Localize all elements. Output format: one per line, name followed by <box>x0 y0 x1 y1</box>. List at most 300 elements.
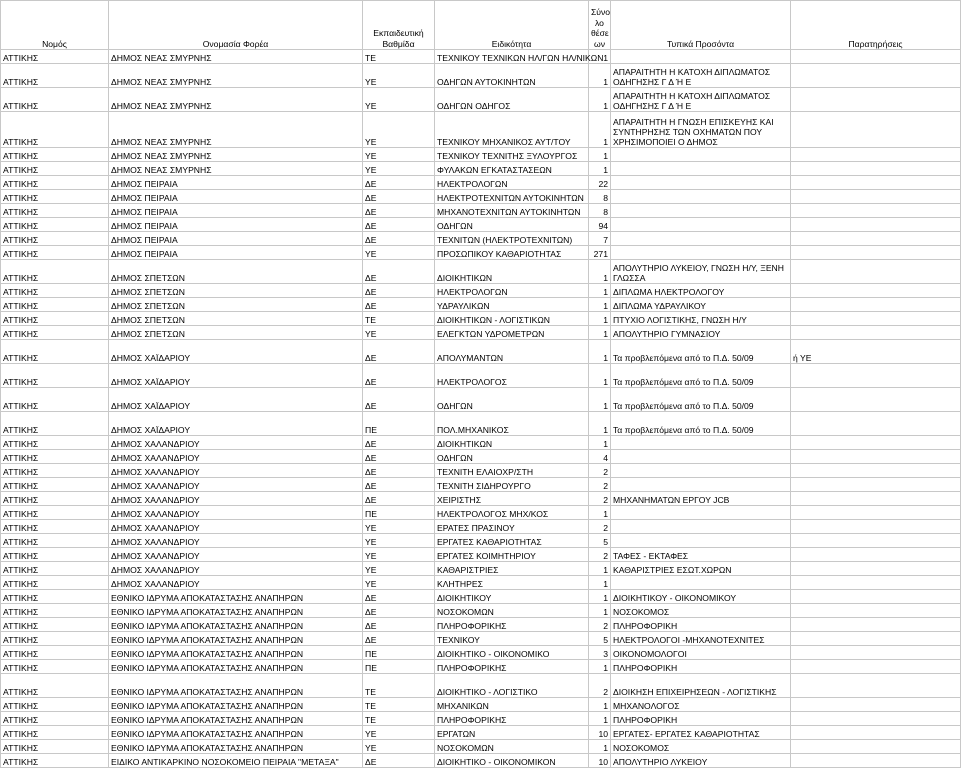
prefecture-cell[interactable]: ΑΤΤΙΚΗΣ <box>1 232 109 246</box>
education-level-cell[interactable]: ΔΕ <box>363 618 435 632</box>
qualifications-cell[interactable] <box>611 534 791 548</box>
qualifications-cell[interactable]: ΑΠΟΛΥΤΗΡΙΟ ΛΥΚΕΙΟΥ, ΓΝΩΣΗ Η/Υ, ΞΕΝΗ ΓΛΩΣΣΑ <box>611 260 791 284</box>
agency-cell[interactable]: ΔΗΜΟΣ ΧΑΪΔΑΡΙΟΥ <box>109 412 363 436</box>
positions-count-cell[interactable]: 10 <box>589 726 611 740</box>
qualifications-cell[interactable]: ΑΠΑΡΑΙΤΗΤΗ Η ΓΝΩΣΗ ΕΠΙΣΚΕΥΗΣ ΚΑΙ ΣΥΝΤΗΡΗΣΗΣ ΤΩΝ ΟΧΗΜΑΤΩΝ ΠΟΥ ΧΡΗΣΙΜΟΠΟΙΕΙ Ο ΔΗΜΟΣ <box>611 112 791 148</box>
remarks-cell[interactable] <box>791 246 961 260</box>
column-header-qualifications[interactable]: Τυπικά Προσόντα <box>611 1 791 50</box>
specialty-cell[interactable]: ΤΕΧΝΙΤΗ ΣΙΔΗΡΟΥΡΓΟ <box>435 478 589 492</box>
agency-cell[interactable]: ΔΗΜΟΣ ΧΑΛΑΝΔΡΙΟΥ <box>109 464 363 478</box>
agency-cell[interactable]: ΔΗΜΟΣ ΠΕΙΡΑΙΑ <box>109 204 363 218</box>
specialty-cell[interactable]: ΟΔΗΓΩΝ <box>435 450 589 464</box>
remarks-cell[interactable] <box>791 388 961 412</box>
remarks-cell[interactable] <box>791 464 961 478</box>
qualifications-cell[interactable]: ΟΙΚΟΝΟΜΟΛΟΓΟΙ <box>611 646 791 660</box>
positions-count-cell[interactable]: 1 <box>589 604 611 618</box>
positions-count-cell[interactable]: 1 <box>589 326 611 340</box>
education-level-cell[interactable]: ΔΕ <box>363 204 435 218</box>
prefecture-cell[interactable]: ΑΤΤΙΚΗΣ <box>1 312 109 326</box>
agency-cell[interactable]: ΕΘΝΙΚΟ ΙΔΡΥΜΑ ΑΠΟΚΑΤΑΣΤΑΣΗΣ ΑΝΑΠΗΡΩΝ <box>109 712 363 726</box>
education-level-cell[interactable]: ΤΕ <box>363 312 435 326</box>
specialty-cell[interactable]: ΗΛΕΚΤΡΟΛΟΓΩΝ <box>435 176 589 190</box>
qualifications-cell[interactable] <box>611 190 791 204</box>
specialty-cell[interactable]: ΗΛΕΚΤΡΟΤΕΧΝΙΤΩΝ ΑΥΤΟΚΙΝΗΤΩΝ <box>435 190 589 204</box>
remarks-cell[interactable] <box>791 478 961 492</box>
qualifications-cell[interactable] <box>611 478 791 492</box>
remarks-cell[interactable] <box>791 112 961 148</box>
specialty-cell[interactable]: ΠΟΛ.ΜΗΧΑΝΙΚΟΣ <box>435 412 589 436</box>
qualifications-cell[interactable] <box>611 176 791 190</box>
agency-cell[interactable]: ΔΗΜΟΣ ΠΕΙΡΑΙΑ <box>109 218 363 232</box>
specialty-cell[interactable]: ΠΛΗΡΟΦΟΡΙΚΗΣ <box>435 660 589 674</box>
prefecture-cell[interactable]: ΑΤΤΙΚΗΣ <box>1 176 109 190</box>
prefecture-cell[interactable]: ΑΤΤΙΚΗΣ <box>1 548 109 562</box>
remarks-cell[interactable] <box>791 284 961 298</box>
specialty-cell[interactable]: ΟΔΗΓΩΝ ΟΔΗΓΟΣ <box>435 88 589 112</box>
education-level-cell[interactable]: ΥΕ <box>363 726 435 740</box>
remarks-cell[interactable] <box>791 148 961 162</box>
remarks-cell[interactable] <box>791 712 961 726</box>
qualifications-cell[interactable] <box>611 506 791 520</box>
education-level-cell[interactable]: ΔΕ <box>363 190 435 204</box>
positions-count-cell[interactable]: 1 <box>589 260 611 284</box>
positions-count-cell[interactable]: 1 <box>589 412 611 436</box>
remarks-cell[interactable] <box>791 660 961 674</box>
qualifications-cell[interactable] <box>611 520 791 534</box>
prefecture-cell[interactable]: ΑΤΤΙΚΗΣ <box>1 246 109 260</box>
education-level-cell[interactable]: ΥΕ <box>363 326 435 340</box>
prefecture-cell[interactable]: ΑΤΤΙΚΗΣ <box>1 534 109 548</box>
agency-cell[interactable]: ΕΘΝΙΚΟ ΙΔΡΥΜΑ ΑΠΟΚΑΤΑΣΤΑΣΗΣ ΑΝΑΠΗΡΩΝ <box>109 698 363 712</box>
agency-cell[interactable]: ΕΘΝΙΚΟ ΙΔΡΥΜΑ ΑΠΟΚΑΤΑΣΤΑΣΗΣ ΑΝΑΠΗΡΩΝ <box>109 632 363 646</box>
specialty-cell[interactable]: ΤΕΧΝΙΚΟΥ ΤΕΧΝΙΤΗΣ ΞΥΛΟΥΡΓΟΣ <box>435 148 589 162</box>
qualifications-cell[interactable]: ΕΡΓΑΤΕΣ- ΕΡΓΑΤΕΣ ΚΑΘΑΡΙΟΤΗΤΑΣ <box>611 726 791 740</box>
education-level-cell[interactable]: ΥΕ <box>363 112 435 148</box>
education-level-cell[interactable]: ΔΕ <box>363 218 435 232</box>
remarks-cell[interactable]: ή ΥΕ <box>791 340 961 364</box>
agency-cell[interactable]: ΔΗΜΟΣ ΧΑΛΑΝΔΡΙΟΥ <box>109 562 363 576</box>
prefecture-cell[interactable]: ΑΤΤΙΚΗΣ <box>1 190 109 204</box>
specialty-cell[interactable]: ΜΗΧΑΝΙΚΩΝ <box>435 698 589 712</box>
specialty-cell[interactable]: ΔΙΟΙΚΗΤΙΚΟ - ΟΙΚΟΝΟΜΙΚΟ <box>435 646 589 660</box>
positions-count-cell[interactable]: 2 <box>589 492 611 506</box>
education-level-cell[interactable]: ΠΕ <box>363 646 435 660</box>
prefecture-cell[interactable]: ΑΤΤΙΚΗΣ <box>1 364 109 388</box>
agency-cell[interactable]: ΔΗΜΟΣ ΝΕΑΣ ΣΜΥΡΝΗΣ <box>109 112 363 148</box>
positions-count-cell[interactable]: 1 <box>589 576 611 590</box>
specialty-cell[interactable]: ΕΡΓΑΤΕΣ ΚΟΙΜΗΤΗΡΙΟΥ <box>435 548 589 562</box>
positions-count-cell[interactable]: 2 <box>589 674 611 698</box>
prefecture-cell[interactable]: ΑΤΤΙΚΗΣ <box>1 674 109 698</box>
education-level-cell[interactable]: ΔΕ <box>363 436 435 450</box>
specialty-cell[interactable]: ΟΔΗΓΩΝ ΑΥΤΟΚΙΝΗΤΩΝ <box>435 64 589 88</box>
agency-cell[interactable]: ΔΗΜΟΣ ΧΑΛΑΝΔΡΙΟΥ <box>109 506 363 520</box>
positions-count-cell[interactable]: 1 <box>589 284 611 298</box>
education-level-cell[interactable]: ΔΕ <box>363 450 435 464</box>
positions-count-cell[interactable]: 22 <box>589 176 611 190</box>
positions-count-cell[interactable]: 1 <box>589 660 611 674</box>
remarks-cell[interactable] <box>791 754 961 768</box>
positions-count-cell[interactable]: 2 <box>589 478 611 492</box>
remarks-cell[interactable] <box>791 740 961 754</box>
agency-cell[interactable]: ΔΗΜΟΣ ΝΕΑΣ ΣΜΥΡΝΗΣ <box>109 148 363 162</box>
specialty-cell[interactable]: ΠΛΗΡΟΦΟΡΙΚΗΣ <box>435 712 589 726</box>
remarks-cell[interactable] <box>791 64 961 88</box>
prefecture-cell[interactable]: ΑΤΤΙΚΗΣ <box>1 464 109 478</box>
positions-count-cell[interactable]: 1 <box>589 364 611 388</box>
agency-cell[interactable]: ΔΗΜΟΣ ΧΑΛΑΝΔΡΙΟΥ <box>109 450 363 464</box>
positions-count-cell[interactable]: 5 <box>589 632 611 646</box>
prefecture-cell[interactable]: ΑΤΤΙΚΗΣ <box>1 646 109 660</box>
remarks-cell[interactable] <box>791 326 961 340</box>
education-level-cell[interactable]: ΔΕ <box>363 298 435 312</box>
qualifications-cell[interactable]: ΠΛΗΡΟΦΟΡΙΚΗ <box>611 660 791 674</box>
remarks-cell[interactable] <box>791 576 961 590</box>
education-level-cell[interactable]: ΥΕ <box>363 88 435 112</box>
agency-cell[interactable]: ΕΘΝΙΚΟ ΙΔΡΥΜΑ ΑΠΟΚΑΤΑΣΤΑΣΗΣ ΑΝΑΠΗΡΩΝ <box>109 740 363 754</box>
education-level-cell[interactable]: ΔΕ <box>363 340 435 364</box>
specialty-cell[interactable]: ΔΙΟΙΚΗΤΙΚΟ - ΟΙΚΟΝΟΜΙΚΟΝ <box>435 754 589 768</box>
agency-cell[interactable]: ΔΗΜΟΣ ΠΕΙΡΑΙΑ <box>109 190 363 204</box>
education-level-cell[interactable]: ΔΕ <box>363 388 435 412</box>
education-level-cell[interactable]: ΔΕ <box>363 492 435 506</box>
remarks-cell[interactable] <box>791 218 961 232</box>
agency-cell[interactable]: ΔΗΜΟΣ ΣΠΕΤΣΩΝ <box>109 312 363 326</box>
remarks-cell[interactable] <box>791 548 961 562</box>
positions-count-cell[interactable]: 5 <box>589 534 611 548</box>
agency-cell[interactable]: ΔΗΜΟΣ ΧΑΛΑΝΔΡΙΟΥ <box>109 492 363 506</box>
qualifications-cell[interactable] <box>611 436 791 450</box>
specialty-cell[interactable]: ΑΠΟΛΥΜΑΝΤΩΝ <box>435 340 589 364</box>
prefecture-cell[interactable]: ΑΤΤΙΚΗΣ <box>1 450 109 464</box>
qualifications-cell[interactable]: Τα προβλεπόμενα από το Π.Δ. 50/09 <box>611 364 791 388</box>
remarks-cell[interactable] <box>791 674 961 698</box>
specialty-cell[interactable]: ΕΡΓΑΤΕΣ ΚΑΘΑΡΙΟΤΗΤΑΣ <box>435 534 589 548</box>
prefecture-cell[interactable]: ΑΤΤΙΚΗΣ <box>1 726 109 740</box>
positions-count-cell[interactable]: 271 <box>589 246 611 260</box>
qualifications-cell[interactable] <box>611 148 791 162</box>
prefecture-cell[interactable]: ΑΤΤΙΚΗΣ <box>1 632 109 646</box>
prefecture-cell[interactable]: ΑΤΤΙΚΗΣ <box>1 740 109 754</box>
agency-cell[interactable]: ΕΘΝΙΚΟ ΙΔΡΥΜΑ ΑΠΟΚΑΤΑΣΤΑΣΗΣ ΑΝΑΠΗΡΩΝ <box>109 674 363 698</box>
specialty-cell[interactable]: ΗΛΕΚΤΡΟΛΟΓΟΣ ΜΗΧ/ΚΟΣ <box>435 506 589 520</box>
agency-cell[interactable]: ΔΗΜΟΣ ΣΠΕΤΣΩΝ <box>109 298 363 312</box>
remarks-cell[interactable] <box>791 562 961 576</box>
agency-cell[interactable]: ΔΗΜΟΣ ΠΕΙΡΑΙΑ <box>109 232 363 246</box>
qualifications-cell[interactable]: ΑΠΟΛΥΤΗΡΙΟ ΓΥΜΝΑΣΙΟΥ <box>611 326 791 340</box>
qualifications-cell[interactable]: ΑΠΟΛΥΤΗΡΙΟ ΛΥΚΕΙΟΥ <box>611 754 791 768</box>
remarks-cell[interactable] <box>791 492 961 506</box>
positions-count-cell[interactable]: 1 <box>589 340 611 364</box>
specialty-cell[interactable]: ΤΕΧΝΙΤΗ ΕΛΑΙΟΧΡ/ΣΤΗ <box>435 464 589 478</box>
column-header-positions-total[interactable]: Σύνο λο θέσε ων <box>589 1 611 50</box>
remarks-cell[interactable] <box>791 520 961 534</box>
agency-cell[interactable]: ΔΗΜΟΣ ΣΠΕΤΣΩΝ <box>109 284 363 298</box>
specialty-cell[interactable]: ΗΛΕΚΤΡΟΛΟΓΟΣ <box>435 364 589 388</box>
specialty-cell[interactable]: ΕΛΕΓΚΤΩΝ ΥΔΡΟΜΕΤΡΩΝ <box>435 326 589 340</box>
prefecture-cell[interactable]: ΑΤΤΙΚΗΣ <box>1 162 109 176</box>
specialty-cell[interactable]: ΔΙΟΙΚΗΤΙΚΩΝ <box>435 260 589 284</box>
prefecture-cell[interactable]: ΑΤΤΙΚΗΣ <box>1 204 109 218</box>
prefecture-cell[interactable]: ΑΤΤΙΚΗΣ <box>1 284 109 298</box>
qualifications-cell[interactable]: Τα προβλεπόμενα από το Π.Δ. 50/09 <box>611 412 791 436</box>
agency-cell[interactable]: ΔΗΜΟΣ ΝΕΑΣ ΣΜΥΡΝΗΣ <box>109 162 363 176</box>
specialty-cell[interactable]: ΤΕΧΝΙΤΩΝ (ΗΛΕΚΤΡΟΤΕΧΝΙΤΩΝ) <box>435 232 589 246</box>
column-header-specialty[interactable]: Ειδικότητα <box>435 1 589 50</box>
qualifications-cell[interactable]: ΔΙΠΛΩΜΑ ΗΛΕΚΤΡΟΛΟΓΟΥ <box>611 284 791 298</box>
specialty-cell[interactable]: ΠΛΗΡΟΦΟΡΙΚΗΣ <box>435 618 589 632</box>
qualifications-cell[interactable]: ΔΙΟΙΚΗΤΙΚΟΥ - ΟΙΚΟΝΟΜΙΚΟΥ <box>611 590 791 604</box>
remarks-cell[interactable] <box>791 436 961 450</box>
prefecture-cell[interactable]: ΑΤΤΙΚΗΣ <box>1 112 109 148</box>
positions-count-cell[interactable]: 1 <box>589 312 611 326</box>
education-level-cell[interactable]: ΠΕ <box>363 506 435 520</box>
specialty-cell[interactable]: ΚΑΘΑΡΙΣΤΡΙΕΣ <box>435 562 589 576</box>
remarks-cell[interactable] <box>791 632 961 646</box>
remarks-cell[interactable] <box>791 312 961 326</box>
positions-count-cell[interactable]: 1 <box>589 740 611 754</box>
positions-count-cell[interactable]: 2 <box>589 548 611 562</box>
qualifications-cell[interactable] <box>611 246 791 260</box>
positions-count-cell[interactable]: 1 <box>589 562 611 576</box>
prefecture-cell[interactable]: ΑΤΤΙΚΗΣ <box>1 576 109 590</box>
positions-count-cell[interactable]: 2 <box>589 618 611 632</box>
positions-count-cell[interactable]: 1 <box>589 112 611 148</box>
specialty-cell[interactable]: ΜΗΧΑΝΟΤΕΧΝΙΤΩΝ ΑΥΤΟΚΙΝΗΤΩΝ <box>435 204 589 218</box>
qualifications-cell[interactable]: ΑΠΑΡΑΙΤΗΤΗ Η ΚΑΤΟΧΗ ΔΙΠΛΩΜΑΤΟΣ ΟΔΗΓΗΣΗΣ Γ Δ Ή Ε <box>611 88 791 112</box>
positions-count-cell[interactable]: 1 <box>589 698 611 712</box>
specialty-cell[interactable]: ΤΕΧΝΙΚΟΥ ΤΕΧΝΙΚΩΝ ΗΛ/ΓΩΝ ΗΛ/ΝΙΚΩΝ <box>435 50 589 64</box>
agency-cell[interactable]: ΕΘΝΙΚΟ ΙΔΡΥΜΑ ΑΠΟΚΑΤΑΣΤΑΣΗΣ ΑΝΑΠΗΡΩΝ <box>109 660 363 674</box>
education-level-cell[interactable]: ΥΕ <box>363 64 435 88</box>
qualifications-cell[interactable]: ΔΙΠΛΩΜΑ ΥΔΡΑΥΛΙΚΟΥ <box>611 298 791 312</box>
remarks-cell[interactable] <box>791 646 961 660</box>
education-level-cell[interactable]: ΠΕ <box>363 660 435 674</box>
prefecture-cell[interactable]: ΑΤΤΙΚΗΣ <box>1 64 109 88</box>
qualifications-cell[interactable]: ΤΑΦΕΣ - ΕΚΤΑΦΕΣ <box>611 548 791 562</box>
agency-cell[interactable]: ΔΗΜΟΣ ΠΕΙΡΑΙΑ <box>109 176 363 190</box>
prefecture-cell[interactable]: ΑΤΤΙΚΗΣ <box>1 492 109 506</box>
column-header-prefecture[interactable]: Νομός <box>1 1 109 50</box>
positions-count-cell[interactable]: 10 <box>589 754 611 768</box>
positions-count-cell[interactable]: 8 <box>589 190 611 204</box>
specialty-cell[interactable]: ΧΕΙΡΙΣΤΗΣ <box>435 492 589 506</box>
qualifications-cell[interactable] <box>611 162 791 176</box>
agency-cell[interactable]: ΕΙΔΙΚΟ ΑΝΤΙΚΑΡΚΙΝΟ ΝΟΣΟΚΟΜΕΙΟ ΠΕΙΡΑΙΑ "ΜΕΤΑΞΑ" <box>109 754 363 768</box>
remarks-cell[interactable] <box>791 232 961 246</box>
specialty-cell[interactable]: ΥΔΡΑΥΛΙΚΩΝ <box>435 298 589 312</box>
agency-cell[interactable]: ΔΗΜΟΣ ΧΑΛΑΝΔΡΙΟΥ <box>109 520 363 534</box>
positions-count-cell[interactable]: 1 <box>589 712 611 726</box>
specialty-cell[interactable]: ΕΡΓΑΤΩΝ <box>435 726 589 740</box>
prefecture-cell[interactable]: ΑΤΤΙΚΗΣ <box>1 520 109 534</box>
positions-count-cell[interactable]: 2 <box>589 520 611 534</box>
specialty-cell[interactable]: ΔΙΟΙΚΗΤΙΚΩΝ - ΛΟΓΙΣΤΙΚΩΝ <box>435 312 589 326</box>
column-header-agency[interactable]: Ονομασία Φορέα <box>109 1 363 50</box>
remarks-cell[interactable] <box>791 618 961 632</box>
agency-cell[interactable]: ΕΘΝΙΚΟ ΙΔΡΥΜΑ ΑΠΟΚΑΤΑΣΤΑΣΗΣ ΑΝΑΠΗΡΩΝ <box>109 604 363 618</box>
prefecture-cell[interactable]: ΑΤΤΙΚΗΣ <box>1 562 109 576</box>
education-level-cell[interactable]: ΥΕ <box>363 562 435 576</box>
agency-cell[interactable]: ΔΗΜΟΣ ΧΑΛΑΝΔΡΙΟΥ <box>109 478 363 492</box>
qualifications-cell[interactable]: ΜΗΧΑΝΗΜΑΤΩΝ ΕΡΓΟΥ JCB <box>611 492 791 506</box>
specialty-cell[interactable]: ΟΔΗΓΩΝ <box>435 388 589 412</box>
remarks-cell[interactable] <box>791 534 961 548</box>
qualifications-cell[interactable] <box>611 218 791 232</box>
qualifications-cell[interactable]: ΝΟΣΟΚΟΜΟΣ <box>611 740 791 754</box>
remarks-cell[interactable] <box>791 50 961 64</box>
education-level-cell[interactable]: ΥΕ <box>363 246 435 260</box>
education-level-cell[interactable]: ΠΕ <box>363 412 435 436</box>
education-level-cell[interactable]: ΤΕ <box>363 712 435 726</box>
prefecture-cell[interactable]: ΑΤΤΙΚΗΣ <box>1 590 109 604</box>
remarks-cell[interactable] <box>791 204 961 218</box>
agency-cell[interactable]: ΕΘΝΙΚΟ ΙΔΡΥΜΑ ΑΠΟΚΑΤΑΣΤΑΣΗΣ ΑΝΑΠΗΡΩΝ <box>109 646 363 660</box>
positions-count-cell[interactable]: 1 <box>589 148 611 162</box>
qualifications-cell[interactable]: ΚΑΘΑΡΙΣΤΡΙΕΣ ΕΣΩΤ.ΧΩΡΩΝ <box>611 562 791 576</box>
prefecture-cell[interactable]: ΑΤΤΙΚΗΣ <box>1 506 109 520</box>
prefecture-cell[interactable]: ΑΤΤΙΚΗΣ <box>1 712 109 726</box>
qualifications-cell[interactable] <box>611 576 791 590</box>
agency-cell[interactable]: ΔΗΜΟΣ ΝΕΑΣ ΣΜΥΡΝΗΣ <box>109 88 363 112</box>
prefecture-cell[interactable]: ΑΤΤΙΚΗΣ <box>1 698 109 712</box>
specialty-cell[interactable]: ΔΙΟΙΚΗΤΙΚΩΝ <box>435 436 589 450</box>
qualifications-cell[interactable]: ΝΟΣΟΚΟΜΟΣ <box>611 604 791 618</box>
education-level-cell[interactable]: ΔΕ <box>363 284 435 298</box>
prefecture-cell[interactable]: ΑΤΤΙΚΗΣ <box>1 436 109 450</box>
specialty-cell[interactable]: ΟΔΗΓΩΝ <box>435 218 589 232</box>
prefecture-cell[interactable]: ΑΤΤΙΚΗΣ <box>1 298 109 312</box>
remarks-cell[interactable] <box>791 698 961 712</box>
positions-count-cell[interactable]: 4 <box>589 450 611 464</box>
positions-count-cell[interactable]: 1 <box>589 64 611 88</box>
agency-cell[interactable]: ΕΘΝΙΚΟ ΙΔΡΥΜΑ ΑΠΟΚΑΤΑΣΤΑΣΗΣ ΑΝΑΠΗΡΩΝ <box>109 590 363 604</box>
prefecture-cell[interactable]: ΑΤΤΙΚΗΣ <box>1 50 109 64</box>
prefecture-cell[interactable]: ΑΤΤΙΚΗΣ <box>1 660 109 674</box>
column-header-education-level[interactable]: Εκπαιδευτική Βαθμίδα <box>363 1 435 50</box>
agency-cell[interactable]: ΔΗΜΟΣ ΧΑΪΔΑΡΙΟΥ <box>109 340 363 364</box>
education-level-cell[interactable]: ΥΕ <box>363 162 435 176</box>
prefecture-cell[interactable]: ΑΤΤΙΚΗΣ <box>1 604 109 618</box>
positions-count-cell[interactable]: 1 <box>589 436 611 450</box>
positions-count-cell[interactable]: 2 <box>589 464 611 478</box>
remarks-cell[interactable] <box>791 88 961 112</box>
agency-cell[interactable]: ΔΗΜΟΣ ΣΠΕΤΣΩΝ <box>109 326 363 340</box>
remarks-cell[interactable] <box>791 176 961 190</box>
prefecture-cell[interactable]: ΑΤΤΙΚΗΣ <box>1 412 109 436</box>
education-level-cell[interactable]: ΔΕ <box>363 604 435 618</box>
qualifications-cell[interactable]: ΜΗΧΑΝΟΛΟΓΟΣ <box>611 698 791 712</box>
specialty-cell[interactable]: ΚΛΗΤΗΡΕΣ <box>435 576 589 590</box>
qualifications-cell[interactable]: ΗΛΕΚΤΡΟΛΟΓΟΙ -ΜΗΧΑΝΟΤΕΧΝΙΤΕΣ <box>611 632 791 646</box>
education-level-cell[interactable]: ΥΕ <box>363 740 435 754</box>
agency-cell[interactable]: ΔΗΜΟΣ ΠΕΙΡΑΙΑ <box>109 246 363 260</box>
education-level-cell[interactable]: ΥΕ <box>363 534 435 548</box>
education-level-cell[interactable]: ΔΕ <box>363 232 435 246</box>
positions-count-cell[interactable]: 94 <box>589 218 611 232</box>
education-level-cell[interactable]: ΤΕ <box>363 674 435 698</box>
agency-cell[interactable]: ΔΗΜΟΣ ΧΑΛΑΝΔΡΙΟΥ <box>109 548 363 562</box>
remarks-cell[interactable] <box>791 412 961 436</box>
education-level-cell[interactable]: ΥΕ <box>363 548 435 562</box>
prefecture-cell[interactable]: ΑΤΤΙΚΗΣ <box>1 388 109 412</box>
qualifications-cell[interactable] <box>611 450 791 464</box>
agency-cell[interactable]: ΔΗΜΟΣ ΧΑΪΔΑΡΙΟΥ <box>109 388 363 412</box>
specialty-cell[interactable]: ΤΕΧΝΙΚΟΥ ΜΗΧΑΝΙΚΟΣ ΑΥΤ/ΤΟΥ <box>435 112 589 148</box>
agency-cell[interactable]: ΕΘΝΙΚΟ ΙΔΡΥΜΑ ΑΠΟΚΑΤΑΣΤΑΣΗΣ ΑΝΑΠΗΡΩΝ <box>109 726 363 740</box>
specialty-cell[interactable]: ΔΙΟΙΚΗΤΙΚΟ - ΛΟΓΙΣΤΙΚΟ <box>435 674 589 698</box>
agency-cell[interactable]: ΔΗΜΟΣ ΧΑΛΑΝΔΡΙΟΥ <box>109 436 363 450</box>
agency-cell[interactable]: ΕΘΝΙΚΟ ΙΔΡΥΜΑ ΑΠΟΚΑΤΑΣΤΑΣΗΣ ΑΝΑΠΗΡΩΝ <box>109 618 363 632</box>
education-level-cell[interactable]: ΔΕ <box>363 590 435 604</box>
qualifications-cell[interactable]: ΠΛΗΡΟΦΟΡΙΚΗ <box>611 618 791 632</box>
education-level-cell[interactable]: ΔΕ <box>363 364 435 388</box>
qualifications-cell[interactable]: Τα προβλεπόμενα από το Π.Δ. 50/09 <box>611 388 791 412</box>
agency-cell[interactable]: ΔΗΜΟΣ ΧΑΛΑΝΔΡΙΟΥ <box>109 576 363 590</box>
remarks-cell[interactable] <box>791 590 961 604</box>
remarks-cell[interactable] <box>791 298 961 312</box>
column-header-remarks[interactable]: Παρατηρήσεις <box>791 1 961 50</box>
education-level-cell[interactable]: ΔΕ <box>363 632 435 646</box>
agency-cell[interactable]: ΔΗΜΟΣ ΧΑΛΑΝΔΡΙΟΥ <box>109 534 363 548</box>
positions-count-cell[interactable]: 1 <box>589 388 611 412</box>
remarks-cell[interactable] <box>791 162 961 176</box>
education-level-cell[interactable]: ΤΕ <box>363 50 435 64</box>
agency-cell[interactable]: ΔΗΜΟΣ ΧΑΪΔΑΡΙΟΥ <box>109 364 363 388</box>
education-level-cell[interactable]: ΔΕ <box>363 478 435 492</box>
remarks-cell[interactable] <box>791 604 961 618</box>
specialty-cell[interactable]: ΝΟΣΟΚΟΜΩΝ <box>435 740 589 754</box>
qualifications-cell[interactable]: ΔΙΟΙΚΗΣΗ ΕΠΙΧΕΙΡΗΣΕΩΝ - ΛΟΓΙΣΤΙΚΗΣ <box>611 674 791 698</box>
education-level-cell[interactable]: ΥΕ <box>363 148 435 162</box>
agency-cell[interactable]: ΔΗΜΟΣ ΝΕΑΣ ΣΜΥΡΝΗΣ <box>109 64 363 88</box>
remarks-cell[interactable] <box>791 260 961 284</box>
prefecture-cell[interactable]: ΑΤΤΙΚΗΣ <box>1 326 109 340</box>
prefecture-cell[interactable]: ΑΤΤΙΚΗΣ <box>1 260 109 284</box>
remarks-cell[interactable] <box>791 190 961 204</box>
remarks-cell[interactable] <box>791 506 961 520</box>
positions-count-cell[interactable]: 3 <box>589 646 611 660</box>
specialty-cell[interactable]: ΤΕΧΝΙΚΟΥ <box>435 632 589 646</box>
positions-count-cell[interactable]: 1 <box>589 50 611 64</box>
specialty-cell[interactable]: ΕΡΑΤΕΣ ΠΡΑΣΙΝΟΥ <box>435 520 589 534</box>
positions-count-cell[interactable]: 1 <box>589 506 611 520</box>
agency-cell[interactable]: ΔΗΜΟΣ ΝΕΑΣ ΣΜΥΡΝΗΣ <box>109 50 363 64</box>
positions-count-cell[interactable]: 1 <box>589 590 611 604</box>
education-level-cell[interactable]: ΔΕ <box>363 464 435 478</box>
qualifications-cell[interactable]: ΠΤΥΧΙΟ ΛΟΓΙΣΤΙΚΗΣ, ΓΝΩΣΗ Η/Υ <box>611 312 791 326</box>
education-level-cell[interactable]: ΔΕ <box>363 754 435 768</box>
remarks-cell[interactable] <box>791 726 961 740</box>
prefecture-cell[interactable]: ΑΤΤΙΚΗΣ <box>1 218 109 232</box>
positions-count-cell[interactable]: 8 <box>589 204 611 218</box>
prefecture-cell[interactable]: ΑΤΤΙΚΗΣ <box>1 754 109 768</box>
specialty-cell[interactable]: ΝΟΣΟΚΟΜΩΝ <box>435 604 589 618</box>
qualifications-cell[interactable] <box>611 232 791 246</box>
positions-count-cell[interactable]: 1 <box>589 88 611 112</box>
specialty-cell[interactable]: ΗΛΕΚΤΡΟΛΟΓΩΝ <box>435 284 589 298</box>
agency-cell[interactable]: ΔΗΜΟΣ ΣΠΕΤΣΩΝ <box>109 260 363 284</box>
remarks-cell[interactable] <box>791 450 961 464</box>
specialty-cell[interactable]: ΠΡΟΣΩΠΙΚΟΥ ΚΑΘΑΡΙΟΤΗΤΑΣ <box>435 246 589 260</box>
remarks-cell[interactable] <box>791 364 961 388</box>
qualifications-cell[interactable] <box>611 464 791 478</box>
positions-count-cell[interactable]: 7 <box>589 232 611 246</box>
qualifications-cell[interactable] <box>611 50 791 64</box>
prefecture-cell[interactable]: ΑΤΤΙΚΗΣ <box>1 340 109 364</box>
education-level-cell[interactable]: ΔΕ <box>363 260 435 284</box>
qualifications-cell[interactable]: Τα προβλεπόμενα από το Π.Δ. 50/09 <box>611 340 791 364</box>
